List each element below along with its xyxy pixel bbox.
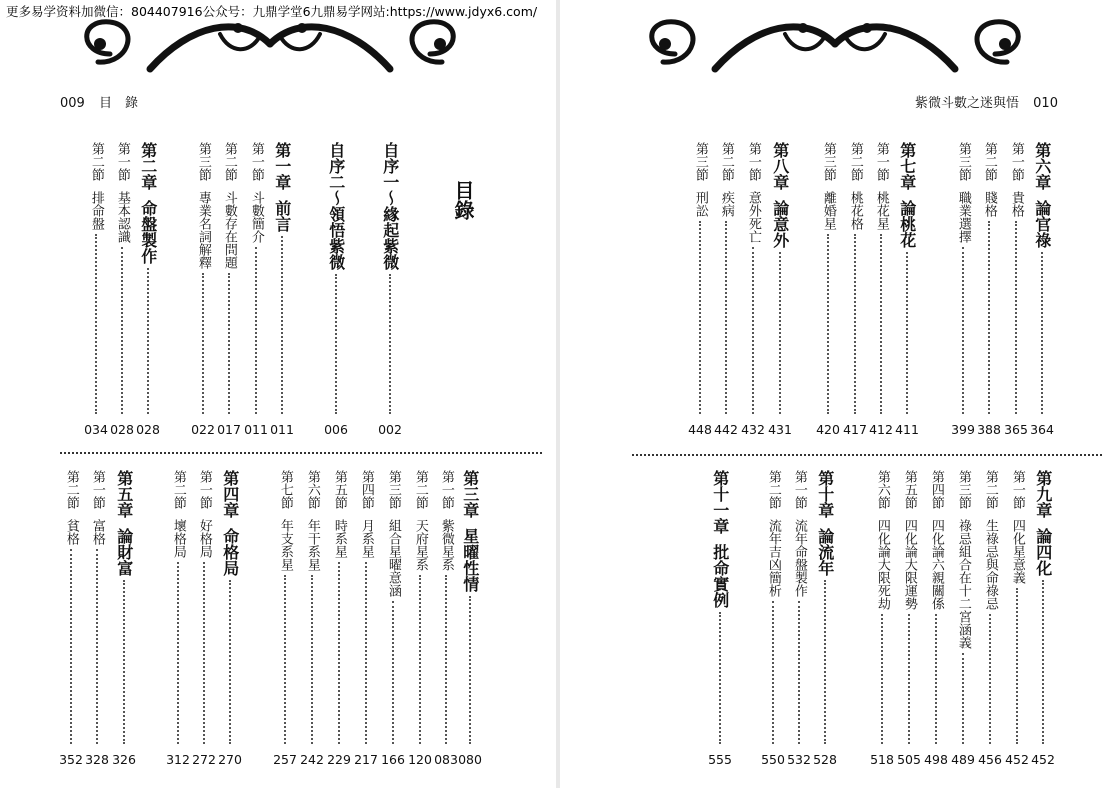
toc-entry bbox=[978, 142, 1000, 418]
section-label: 第一節 bbox=[248, 142, 264, 181]
toc-page-number: 257 bbox=[273, 752, 297, 767]
entry-title: 職業選擇 bbox=[955, 191, 971, 243]
entry-title: 時系星 bbox=[331, 519, 347, 558]
left-page bbox=[0, 0, 556, 788]
entry-title: 貧格 bbox=[63, 519, 79, 545]
section-divider bbox=[632, 454, 1102, 456]
dot-leader bbox=[202, 273, 204, 414]
toc-entry bbox=[894, 142, 920, 418]
toc-entry bbox=[60, 470, 82, 748]
entry-title: 天府星系 bbox=[412, 519, 428, 571]
toc-page-number: 364 bbox=[1030, 422, 1054, 437]
chapter-label: 第一章 bbox=[272, 142, 292, 190]
entry-title: 四化星意義 bbox=[1009, 519, 1025, 584]
toc-entry bbox=[355, 470, 377, 748]
toc-page-number: 352 bbox=[59, 752, 83, 767]
section-label: 第六節 bbox=[304, 470, 320, 509]
dot-leader bbox=[1041, 252, 1043, 414]
dot-leader bbox=[70, 549, 72, 744]
entry-title: 貴格 bbox=[1008, 191, 1024, 217]
toc-page-number: 399 bbox=[951, 422, 975, 437]
chapter-label: 第五章 bbox=[114, 470, 134, 518]
chapter-label: 第七章 bbox=[897, 142, 917, 190]
toc-page-number: 452 bbox=[1031, 752, 1055, 767]
entry-title: 桃花格 bbox=[847, 191, 863, 230]
toc-entry bbox=[111, 142, 133, 418]
toc-page-number: 456 bbox=[978, 752, 1002, 767]
chapter-label: 第九章 bbox=[1033, 470, 1053, 518]
toc-page-number: 528 bbox=[813, 752, 837, 767]
entry-title: 年干系星 bbox=[304, 519, 320, 571]
section-label: 第五節 bbox=[901, 470, 917, 509]
section-label: 第一節 bbox=[196, 470, 212, 509]
dot-leader bbox=[962, 653, 964, 744]
dot-leader bbox=[725, 221, 727, 414]
toc-entry bbox=[1029, 142, 1055, 418]
dot-leader bbox=[772, 601, 774, 744]
entry-title: 賤格 bbox=[981, 191, 997, 217]
dot-leader bbox=[255, 247, 257, 414]
entry-title: 祿忌組合在十二宮涵義 bbox=[955, 519, 971, 649]
toc-entry bbox=[435, 470, 457, 748]
toc-page-number: 365 bbox=[1004, 422, 1028, 437]
entry-title: 離婚星 bbox=[820, 191, 836, 230]
toc-entry bbox=[1006, 470, 1028, 748]
section-label: 第一節 bbox=[438, 470, 454, 509]
toc-page-number: 166 bbox=[381, 752, 405, 767]
chapter-label: 第十一章 bbox=[710, 470, 730, 534]
toc-page-number: 432 bbox=[741, 422, 765, 437]
toc-page-number: 532 bbox=[787, 752, 811, 767]
toc-entry bbox=[707, 470, 733, 748]
chapter-label: 第二章 bbox=[138, 142, 158, 190]
entry-title: 論桃花 bbox=[897, 200, 917, 248]
dot-leader bbox=[1016, 588, 1018, 744]
toc-entry bbox=[218, 142, 240, 418]
toc-page-number: 028 bbox=[136, 422, 160, 437]
section-label: 第二節 bbox=[765, 470, 781, 509]
section-label: 第三節 bbox=[385, 470, 401, 509]
toc-entry bbox=[192, 142, 214, 418]
dot-leader bbox=[935, 614, 937, 744]
toc-entry bbox=[409, 470, 431, 748]
toc-title: 目錄 bbox=[451, 180, 475, 220]
entry-title: 好格局 bbox=[196, 519, 212, 558]
dot-leader bbox=[908, 614, 910, 744]
toc-page-number: 229 bbox=[327, 752, 351, 767]
entry-title: 四化論大限運勢 bbox=[901, 519, 917, 610]
dot-leader bbox=[719, 612, 721, 744]
toc-page-number: 120 bbox=[408, 752, 432, 767]
dot-leader bbox=[284, 575, 286, 744]
scroll-ornament bbox=[70, 14, 470, 94]
dot-leader bbox=[988, 221, 990, 414]
toc-entry bbox=[767, 142, 793, 418]
toc-page-number: 417 bbox=[843, 422, 867, 437]
entry-title: 命盤製作 bbox=[138, 200, 158, 264]
toc-page-number: 452 bbox=[1005, 752, 1029, 767]
toc-page-number: 411 bbox=[895, 422, 919, 437]
entry-title: 前言 bbox=[272, 200, 292, 232]
toc-page-number: 312 bbox=[166, 752, 190, 767]
toc-entry bbox=[817, 142, 839, 418]
entry-title: ～領悟紫微 bbox=[326, 190, 346, 270]
entry-title: 命格局 bbox=[220, 528, 240, 576]
section-label: 第三節 bbox=[955, 470, 971, 509]
dot-leader bbox=[123, 580, 125, 744]
toc-entry bbox=[217, 470, 243, 748]
section-label: 第二節 bbox=[170, 470, 186, 509]
dot-leader bbox=[445, 575, 447, 744]
entry-title: 批命實例 bbox=[710, 544, 730, 608]
toc-entry bbox=[245, 142, 267, 418]
toc-page-number: 326 bbox=[112, 752, 136, 767]
toc-page-number: 388 bbox=[977, 422, 1001, 437]
toc-entry bbox=[457, 470, 483, 748]
toc-page-number: 518 bbox=[870, 752, 894, 767]
entry-title: 四化論大限死劫 bbox=[874, 519, 890, 610]
toc-page-number: 034 bbox=[84, 422, 108, 437]
toc-entry bbox=[689, 142, 711, 418]
entry-title: 星曜性情 bbox=[460, 528, 480, 592]
toc-page-number: 022 bbox=[191, 422, 215, 437]
section-label: 第一節 bbox=[1008, 142, 1024, 181]
dot-leader bbox=[229, 580, 231, 744]
section-label: 第二節 bbox=[221, 142, 237, 181]
entry-title: 組合星曜意涵 bbox=[385, 519, 401, 597]
entry-title: 基本認識 bbox=[114, 191, 130, 243]
toc-page-number: 498 bbox=[924, 752, 948, 767]
toc-entry bbox=[979, 470, 1001, 748]
toc-page-number: 555 bbox=[708, 752, 732, 767]
toc-page-number: 489 bbox=[951, 752, 975, 767]
dot-leader bbox=[335, 274, 337, 414]
toc-page-number: 017 bbox=[217, 422, 241, 437]
toc-entry bbox=[167, 470, 189, 748]
toc-entry bbox=[715, 142, 737, 418]
entry-title: 月系星 bbox=[358, 519, 374, 558]
entry-title: 富格 bbox=[89, 519, 105, 545]
dot-leader bbox=[338, 562, 340, 744]
entry-title: 流年命盤製作 bbox=[791, 519, 807, 597]
toc-entry bbox=[1030, 470, 1056, 748]
toc-entry bbox=[844, 142, 866, 418]
entry-title: 論四化 bbox=[1033, 528, 1053, 576]
entry-title: 流年吉凶簡析 bbox=[765, 519, 781, 597]
dot-leader bbox=[228, 273, 230, 414]
dot-leader bbox=[989, 614, 991, 744]
entry-title: 生祿忌與命祿忌 bbox=[982, 519, 998, 610]
dot-leader bbox=[798, 601, 800, 744]
dot-leader bbox=[311, 575, 313, 744]
dot-leader bbox=[854, 234, 856, 414]
entry-title: 論流年 bbox=[815, 528, 835, 576]
section-label: 第四節 bbox=[358, 470, 374, 509]
toc-page-number: 011 bbox=[270, 422, 294, 437]
entry-title: 桃花星 bbox=[873, 191, 889, 230]
toc-entry bbox=[274, 470, 296, 748]
dot-leader bbox=[824, 580, 826, 744]
dot-leader bbox=[1042, 580, 1044, 744]
dot-leader bbox=[827, 234, 829, 414]
entry-title: 意外死亡 bbox=[745, 191, 761, 243]
toc-page-number: 442 bbox=[714, 422, 738, 437]
dot-leader bbox=[281, 236, 283, 414]
dot-leader bbox=[147, 268, 149, 414]
section-label: 第一節 bbox=[791, 470, 807, 509]
toc-page-number: 272 bbox=[192, 752, 216, 767]
page-header-right bbox=[915, 92, 1058, 111]
dot-leader bbox=[177, 562, 179, 744]
chapter-label: 自序一 bbox=[380, 142, 400, 190]
header-title: 目 錄 bbox=[98, 96, 138, 111]
section-label: 第一節 bbox=[114, 142, 130, 181]
toc-page-number: 328 bbox=[85, 752, 109, 767]
toc-page-number: 080 bbox=[458, 752, 482, 767]
right-page bbox=[560, 0, 1116, 788]
section-label: 第二節 bbox=[88, 142, 104, 181]
toc-page-number: 420 bbox=[816, 422, 840, 437]
section-label: 第六節 bbox=[874, 470, 890, 509]
page-number: 009 bbox=[60, 96, 85, 111]
toc-entry bbox=[301, 470, 323, 748]
dot-leader bbox=[389, 274, 391, 414]
page-number: 010 bbox=[1033, 96, 1058, 111]
toc-entry bbox=[871, 470, 893, 748]
dot-leader bbox=[1015, 221, 1017, 414]
entry-title: 紫微星系 bbox=[438, 519, 454, 571]
entry-title: 論意外 bbox=[770, 200, 790, 248]
entry-title: 專業名詞解釋 bbox=[195, 191, 211, 269]
page-header-left bbox=[60, 92, 138, 111]
toc-entry bbox=[1005, 142, 1027, 418]
dot-leader bbox=[880, 234, 882, 414]
toc-entry bbox=[812, 470, 838, 748]
section-label: 第一節 bbox=[873, 142, 889, 181]
section-label: 第三節 bbox=[820, 142, 836, 181]
toc-entry bbox=[870, 142, 892, 418]
chapter-label: 第三章 bbox=[460, 470, 480, 518]
toc-entry bbox=[269, 142, 295, 418]
section-label: 第一節 bbox=[89, 470, 105, 509]
toc-page-number: 083 bbox=[434, 752, 458, 767]
chapter-label: 第六章 bbox=[1032, 142, 1052, 190]
section-label: 第二節 bbox=[982, 470, 998, 509]
toc-entry bbox=[135, 142, 161, 418]
scroll-ornament bbox=[635, 14, 1035, 94]
entry-title: 刑訟 bbox=[692, 191, 708, 217]
dot-leader bbox=[752, 247, 754, 414]
toc-entry bbox=[788, 470, 810, 748]
dot-leader bbox=[95, 234, 97, 414]
entry-title: 論財富 bbox=[114, 528, 134, 576]
toc-page-number: 006 bbox=[324, 422, 348, 437]
section-label: 第三節 bbox=[195, 142, 211, 181]
toc-page-number: 270 bbox=[218, 752, 242, 767]
section-label: 第一節 bbox=[1009, 470, 1025, 509]
section-label: 第五節 bbox=[331, 470, 347, 509]
entry-title: 年支系星 bbox=[277, 519, 293, 571]
toc-page-number: 412 bbox=[869, 422, 893, 437]
toc-entry bbox=[111, 470, 137, 748]
toc-page-number: 028 bbox=[110, 422, 134, 437]
entry-title: 四化論六親關係 bbox=[928, 519, 944, 610]
section-label: 第四節 bbox=[928, 470, 944, 509]
section-label: 第二節 bbox=[412, 470, 428, 509]
dot-leader bbox=[881, 614, 883, 744]
toc-entry bbox=[382, 470, 404, 748]
toc-page-number: 505 bbox=[897, 752, 921, 767]
toc-entry bbox=[193, 470, 215, 748]
dot-leader bbox=[203, 562, 205, 744]
entry-title: 壞格局 bbox=[170, 519, 186, 558]
entry-title: 疾病 bbox=[718, 191, 734, 217]
toc-entry bbox=[85, 142, 107, 418]
header-title: 紫微斗數之迷與悟 bbox=[915, 96, 1020, 111]
toc-page-number: 550 bbox=[761, 752, 785, 767]
dot-leader bbox=[906, 252, 908, 414]
toc-entry bbox=[742, 142, 764, 418]
dot-leader bbox=[121, 247, 123, 414]
dot-leader bbox=[419, 575, 421, 744]
section-label: 第三節 bbox=[692, 142, 708, 181]
toc-entry bbox=[925, 470, 947, 748]
toc-page-number: 242 bbox=[300, 752, 324, 767]
section-label: 第二節 bbox=[981, 142, 997, 181]
dot-leader bbox=[365, 562, 367, 744]
chapter-label: 第四章 bbox=[220, 470, 240, 518]
dot-leader bbox=[699, 221, 701, 414]
dot-leader bbox=[392, 601, 394, 744]
dot-leader bbox=[779, 252, 781, 414]
watermark-text: 更多易学资料加微信：804407916公众号：九鼎学堂6九鼎易学网站:https://www.jdyx6.com/ bbox=[6, 4, 538, 19]
section-label: 第一節 bbox=[745, 142, 761, 181]
section-label: 第三節 bbox=[955, 142, 971, 181]
chapter-label: 第十章 bbox=[815, 470, 835, 518]
entry-title: 論官祿 bbox=[1032, 200, 1052, 248]
toc-entry bbox=[898, 470, 920, 748]
entry-title: 斗數簡介 bbox=[248, 191, 264, 243]
toc-entry bbox=[952, 470, 974, 748]
toc-page-number: 217 bbox=[354, 752, 378, 767]
chapter-label: 自序二 bbox=[326, 142, 346, 190]
toc-entry bbox=[762, 470, 784, 748]
chapter-label: 第八章 bbox=[770, 142, 790, 190]
toc-page-number: 448 bbox=[688, 422, 712, 437]
dot-leader bbox=[962, 247, 964, 414]
dot-leader bbox=[469, 596, 471, 744]
toc-entry bbox=[377, 142, 403, 418]
entry-title: ～緣起紫微 bbox=[380, 190, 400, 270]
entry-title: 排命盤 bbox=[88, 191, 104, 230]
toc-entry bbox=[952, 142, 974, 418]
toc-page-number: 011 bbox=[244, 422, 268, 437]
toc-page-number: 431 bbox=[768, 422, 792, 437]
section-label: 第七節 bbox=[277, 470, 293, 509]
section-label: 第二節 bbox=[718, 142, 734, 181]
section-label: 第二節 bbox=[63, 470, 79, 509]
section-divider bbox=[60, 452, 542, 454]
toc-entry bbox=[323, 142, 349, 418]
toc-entry bbox=[86, 470, 108, 748]
dot-leader bbox=[96, 549, 98, 744]
toc-entry bbox=[328, 470, 350, 748]
section-label: 第二節 bbox=[847, 142, 863, 181]
entry-title: 斗數存在問題 bbox=[221, 191, 237, 269]
toc-page-number: 002 bbox=[378, 422, 402, 437]
